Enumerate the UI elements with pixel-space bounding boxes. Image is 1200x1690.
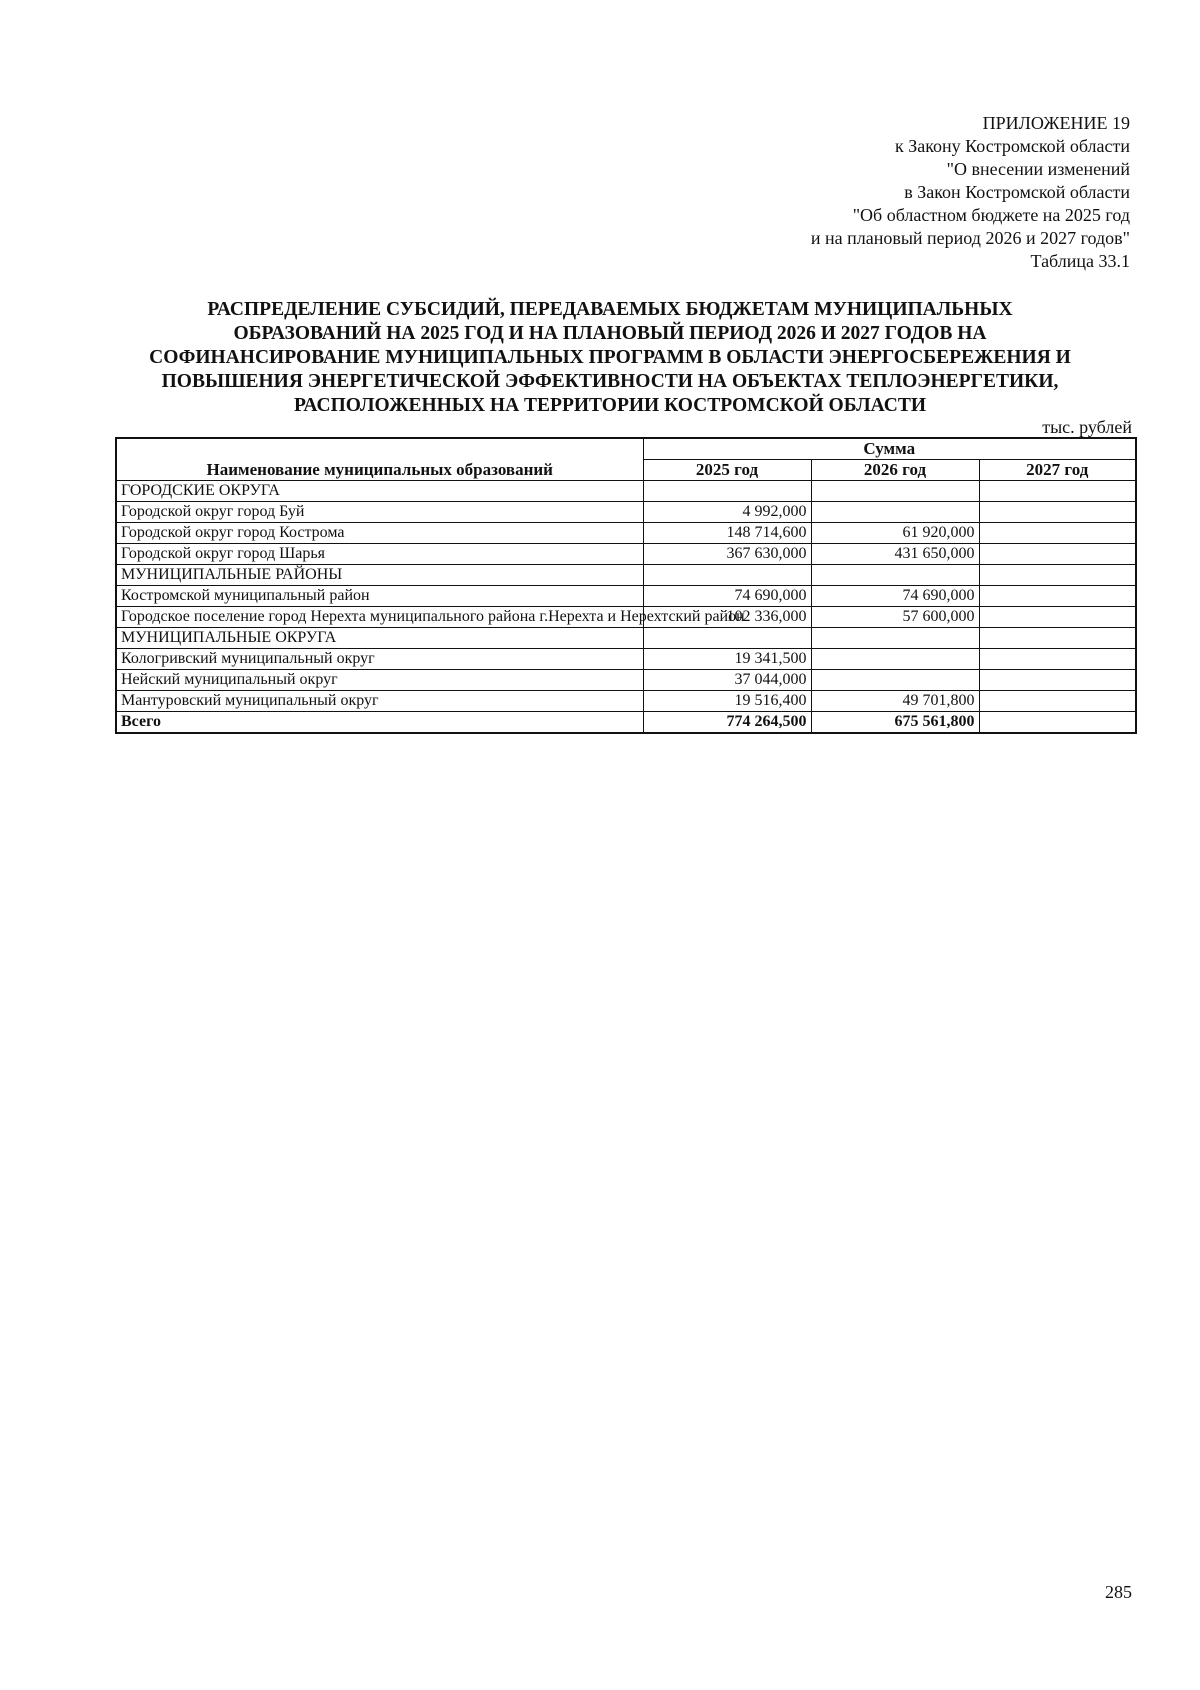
row-value-2027 [979, 502, 1136, 523]
table-number: Таблица 33.1 [1030, 251, 1130, 271]
row-value-2027 [979, 691, 1136, 712]
row-value-2026: 61 920,000 [811, 523, 979, 544]
row-name-cell: Мантуровский муниципальный округ [116, 691, 643, 712]
row-value-2025 [643, 565, 811, 586]
year-header-2025: 2025 год [643, 460, 811, 481]
row-name-cell: МУНИЦИПАЛЬНЫЕ ОКРУГА [116, 628, 643, 649]
row-value-2025: 4 992,000 [643, 502, 811, 523]
total-value-2026: 675 561,800 [811, 712, 979, 734]
row-name-cell: Городской округ город Кострома [116, 523, 643, 544]
table-row [116, 607, 1136, 628]
row-value-2025: 19 516,400 [643, 691, 811, 712]
title-line: ПОВЫШЕНИЯ ЭНЕРГЕТИЧЕСКОЙ ЭФФЕКТИВНОСТИ НА ОБЪЕКТАХ ТЕПЛОЭНЕРГЕТИКИ, [161, 371, 1059, 392]
row-value-2027 [979, 628, 1136, 649]
page-number: 285 [1105, 1582, 1132, 1602]
row-value-2025: 148 714,600 [643, 523, 811, 544]
year-header-2026: 2026 год [811, 460, 979, 481]
row-value-2027 [979, 523, 1136, 544]
row-value-2026 [811, 565, 979, 586]
row-value-2027 [979, 649, 1136, 670]
row-value-2025 [643, 628, 811, 649]
document-title [110, 298, 1110, 418]
appendix-line: ПРИЛОЖЕНИЕ 19 [982, 113, 1130, 133]
title-line: ОБРАЗОВАНИЙ НА 2025 ГОД И НА ПЛАНОВЫЙ ПЕРИОД 2026 И 2027 ГОДОВ НА [233, 323, 987, 344]
total-value-2025: 774 264,500 [643, 712, 811, 734]
row-value-2026 [811, 502, 979, 523]
row-value-2026 [811, 649, 979, 670]
row-value-2026: 57 600,000 [811, 607, 979, 628]
table-body [116, 481, 1136, 734]
row-name-cell: Нейский муниципальный округ [116, 670, 643, 691]
row-value-2027 [979, 565, 1136, 586]
row-value-2026 [811, 481, 979, 502]
row-value-2025 [643, 481, 811, 502]
table-row [116, 649, 1136, 670]
appendix-line: "Об областном бюджете на 2025 год [852, 205, 1130, 225]
row-value-2026 [811, 670, 979, 691]
total-row [116, 712, 1136, 734]
appendix-line: в Закон Костромской области [904, 182, 1130, 202]
row-value-2025: 74 690,000 [643, 586, 811, 607]
row-value-2027 [979, 544, 1136, 565]
table-row [116, 565, 1136, 586]
appendix-line: к Закону Костромской области [894, 136, 1130, 156]
title-line: РАСПОЛОЖЕННЫХ НА ТЕРРИТОРИИ КОСТРОМСКОЙ ОБЛАСТИ [293, 395, 927, 416]
row-name-cell: Городской округ город Буй [116, 502, 643, 523]
appendix-line: "О внесении изменений [946, 159, 1130, 179]
table-row [116, 544, 1136, 565]
total-label: Всего [116, 712, 643, 734]
units-label: тыс. рублей [1042, 417, 1132, 437]
row-value-2025: 102 336,000 [643, 607, 811, 628]
title-line: СОФИНАНСИРОВАНИЕ МУНИЦИПАЛЬНЫХ ПРОГРАММ В ОБЛАСТИ ЭНЕРГОСБЕРЕЖЕНИЯ И [149, 347, 1071, 368]
table-row [116, 670, 1136, 691]
row-value-2027 [979, 670, 1136, 691]
row-value-2025: 19 341,500 [643, 649, 811, 670]
row-name-cell: Костромской муниципальный район [116, 586, 643, 607]
name-column-header: Наименование муниципальных образований [116, 438, 643, 481]
appendix-line: и на плановый период 2026 и 2027 годов" [810, 228, 1130, 248]
table-row [116, 586, 1136, 607]
year-header-2027: 2027 год [979, 460, 1136, 481]
row-name-cell: ГОРОДСКИЕ ОКРУГА [116, 481, 643, 502]
total-value-2027 [979, 712, 1136, 734]
row-value-2027 [979, 607, 1136, 628]
title-line: РАСПРЕДЕЛЕНИЕ СУБСИДИЙ, ПЕРЕДАВАЕМЫХ БЮДЖЕТАМ МУНИЦИПАЛЬНЫХ [207, 299, 1013, 320]
row-name-cell: Городское поселение город Нерехта муниципального района г.Нерехта и Нерехтский район [116, 607, 643, 628]
row-value-2026: 431 650,000 [811, 544, 979, 565]
row-value-2026 [811, 628, 979, 649]
sum-column-header: Сумма [643, 438, 1136, 460]
subsidy-table [115, 437, 1137, 734]
table-row [116, 481, 1136, 502]
row-value-2025: 367 630,000 [643, 544, 811, 565]
table-row [116, 523, 1136, 544]
table-row [116, 628, 1136, 649]
row-value-2026: 49 701,800 [811, 691, 979, 712]
row-value-2026: 74 690,000 [811, 586, 979, 607]
table-row [116, 691, 1136, 712]
row-name-cell: Городской округ город Шарья [116, 544, 643, 565]
row-name-cell: МУНИЦИПАЛЬНЫЕ РАЙОНЫ [116, 565, 643, 586]
row-value-2027 [979, 586, 1136, 607]
table-row [116, 502, 1136, 523]
row-value-2025: 37 044,000 [643, 670, 811, 691]
row-name-cell: Кологривский муниципальный округ [116, 649, 643, 670]
appendix-header [811, 112, 1130, 273]
row-value-2027 [979, 481, 1136, 502]
